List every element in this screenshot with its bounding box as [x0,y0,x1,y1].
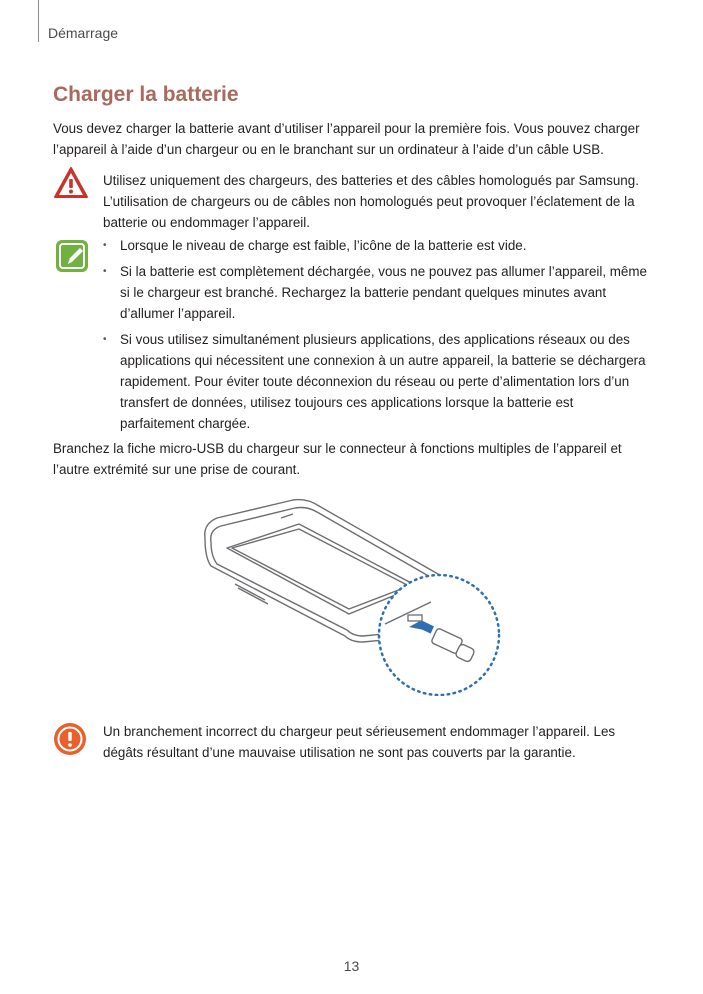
note-list [103,235,648,439]
caution-icon [53,722,87,756]
caution-text: Un branchement incorrect du chargeur peut sérieusement endommager l’appareil. Les dégâts résultant d’une mauvaise utilisation ne sont pas couverts par la garantie. [103,724,616,760]
page-number: 13 [343,958,360,974]
section-title: Démarrage [48,25,119,41]
instruction-paragraph: Branchez la fiche micro-USB du chargeur sur le connecteur à fonctions multiples de l’appareil et l’autre extrémité sur une prise de courant. [53,441,622,477]
warning-text: Utilisez uniquement des chargeurs, des batteries et des câbles homologués par Samsung. L’utilisation de chargeurs ou de câbles non homologués peut provoquer l’éclatement de la batterie ou endommager l’appareil. [103,173,639,230]
note-item: • Si vous utilisez simultanément plusieurs applications, des applications réseaux ou des applications qui nécessitent une connexion à un autre appareil, la batterie se déchargera rapidement. Pour éviter toute déconnexion du réseau ou perte d’alimentation lors d’un transfert de données, utilisez toujours ces applications lorsque la batterie est parfaitement chargée. [103,329,648,434]
intro-paragraph: Vous devez charger la batterie avant d’utiliser l’appareil pour la première fois. Vous pouvez charger l’appareil à l’aide d’un chargeur ou en le branchant sur un ordinateur à l’aide d’un câble USB. [53,121,640,157]
note-item: • Lorsque le niveau de charge est faible, l’icône de la batterie est vide. [103,235,648,256]
header-rule [38,0,39,42]
note-item: • Si la batterie est complètement déchargée, vous ne pouvez pas allumer l’appareil, même si le chargeur est branché. Rechargez la batterie pendant quelques minutes avant d’allumer l’appareil. [103,261,648,324]
warning-triangle-icon [53,166,89,200]
phone-charging-illustration [195,496,505,696]
page-title: Charger la batterie [53,83,239,106]
note-pencil-icon [55,239,89,273]
